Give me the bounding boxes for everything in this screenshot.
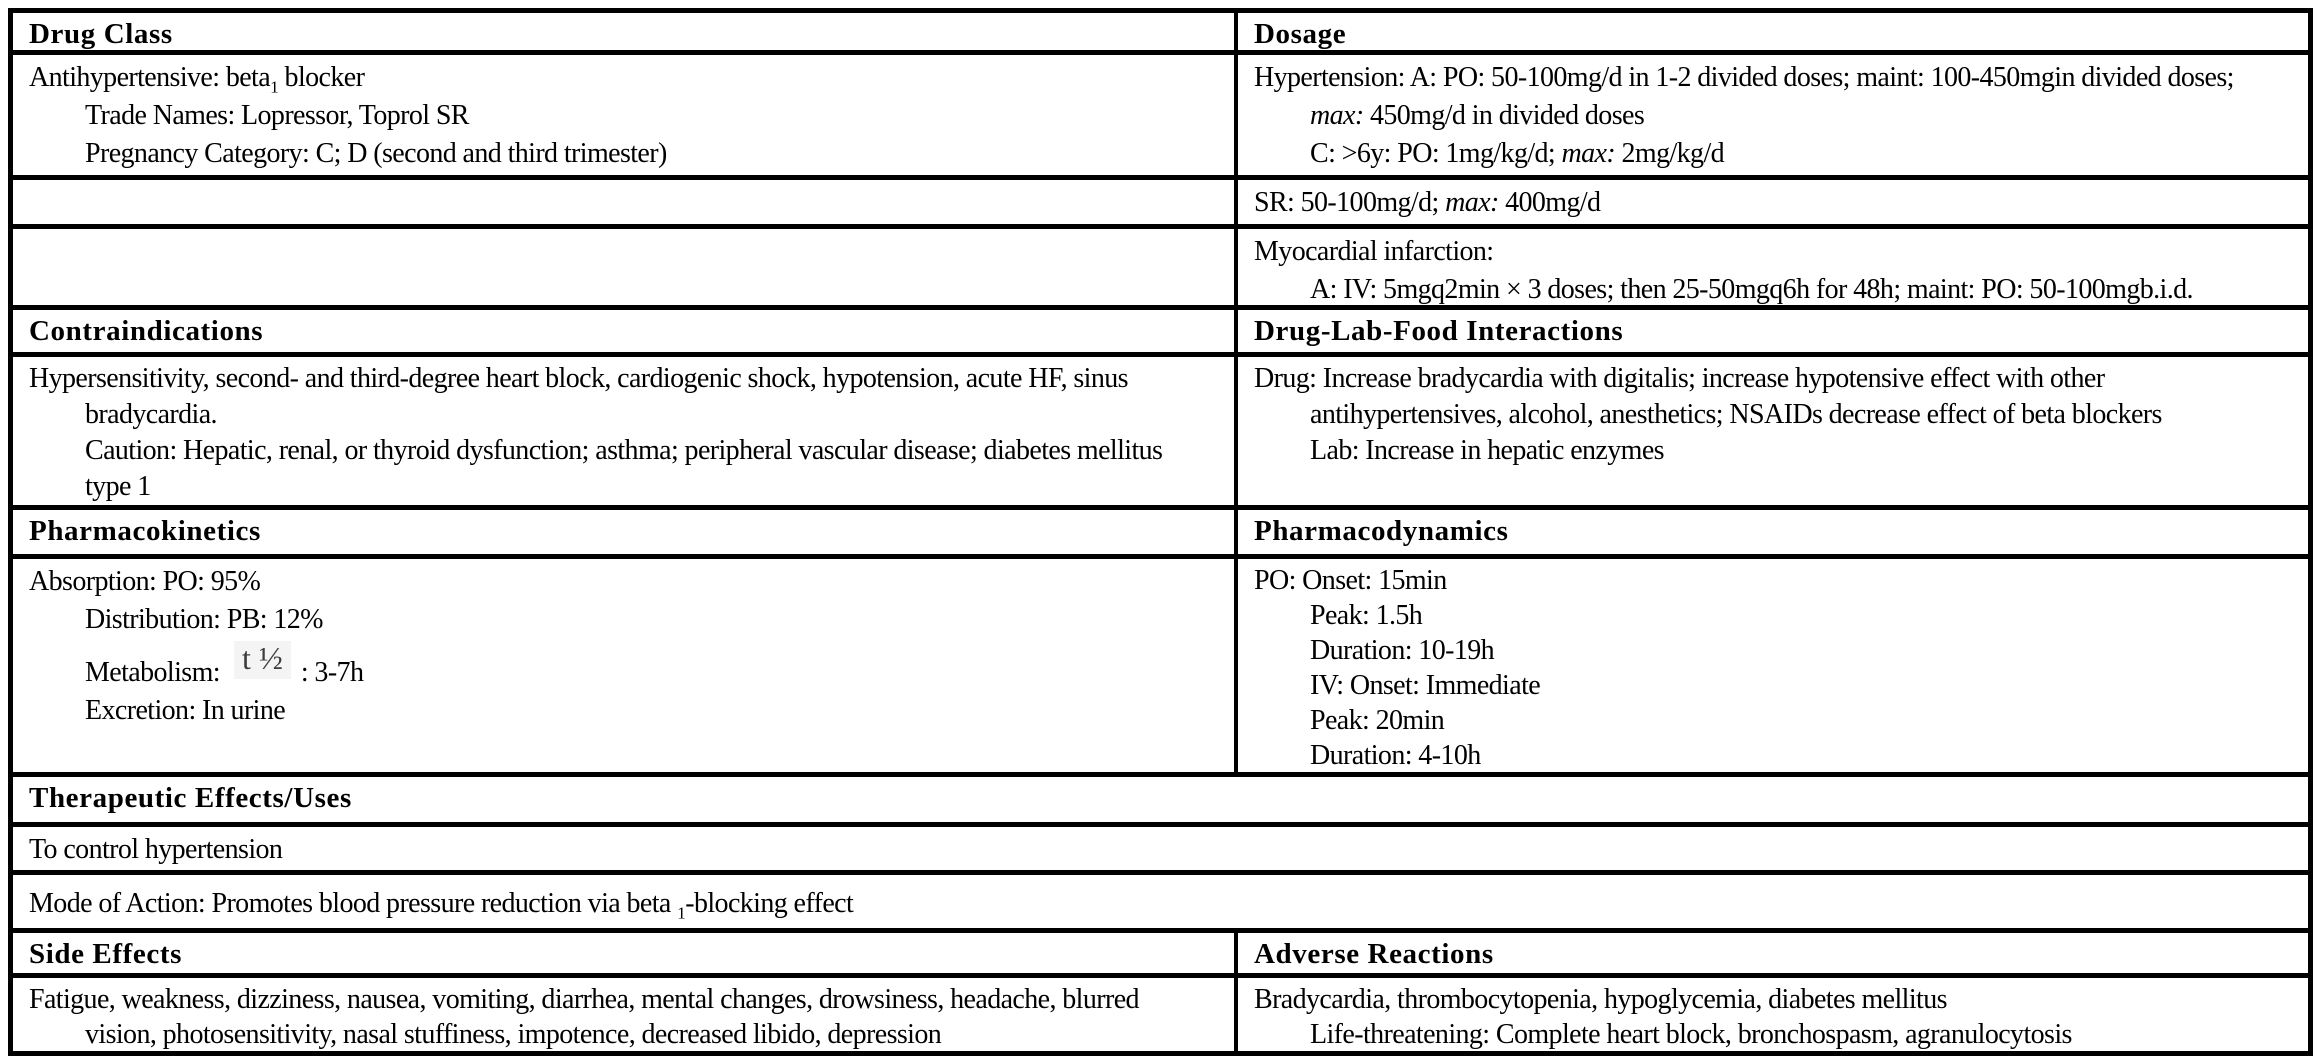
sr-dose-text: SR: 50-100mg/d;: [1254, 187, 1446, 218]
contraindications-header: Contraindications: [29, 315, 264, 347]
drug-lab-food-cell: [1238, 357, 2308, 505]
table-row: [13, 827, 2308, 875]
pd-line: PO: Onset: 15min: [1254, 565, 1447, 596]
pd-line: Duration: 4-10h: [1310, 740, 1481, 771]
dosage-sr-cell: [1238, 180, 2308, 224]
pharmacokinetics-cell: [13, 559, 1238, 772]
pd-line: Duration: 10-19h: [1310, 635, 1495, 666]
mi-detail-line: A: IV: 5mgq2min × 3 doses; then 25-50mgq6h for 48h; maint: PO: 50-100mgb.i.d.: [1310, 274, 2193, 305]
therapeutic-header: Therapeutic Effects/Uses: [29, 782, 352, 814]
adverse-reactions-line: Bradycardia, thrombocytopenia, hypoglycemia, diabetes mellitus: [1254, 984, 1947, 1015]
half-life-value: : 3-7h: [300, 657, 364, 688]
drug-class-text: Antihypertensive: beta: [29, 62, 271, 93]
table-row: [13, 875, 2308, 933]
therapeutic-use-cell: [13, 827, 2308, 870]
contraindications-cell: [13, 357, 1238, 505]
dosage-mi-cell: [1238, 229, 2308, 305]
drug-class-header-cell: [13, 13, 1238, 50]
dosage-header-cell: [1238, 13, 2308, 50]
max-label: max:: [1561, 138, 1616, 169]
metabolism-label: Metabolism:: [85, 657, 220, 688]
mode-of-action-text: -blocking effect: [685, 888, 854, 919]
side-effects-line: Fatigue, weakness, dizziness, nausea, vomiting, diarrhea, mental changes, drowsiness, headache, blurred: [29, 984, 1139, 1015]
drug-class-header: Drug Class: [29, 18, 173, 50]
side-effects-header-cell: [13, 933, 1238, 973]
table-row: [13, 13, 2308, 55]
drug-interaction-line: antihypertensives, alcohol, anesthetics; NSAIDs decrease effect of beta blockers: [1310, 399, 2162, 430]
max-value: 450mg/d in divided doses: [1363, 100, 1645, 131]
metabolism-line: [29, 640, 1224, 692]
contraindications-header-cell: [13, 310, 1238, 352]
caution-line: type 1: [85, 471, 151, 502]
drug-class-line: [29, 59, 1224, 97]
pd-line: Peak: 20min: [1310, 705, 1445, 736]
contraindications-line: Hypersensitivity, second- and third-degree heart block, cardiogenic shock, hypotension, acute HF, sinus: [29, 363, 1128, 394]
mode-of-action-line: [29, 879, 2298, 923]
pharmacokinetics-header: Pharmacokinetics: [29, 515, 261, 547]
empty-cell: [13, 229, 1238, 305]
dosage-hypertension-cell: [1238, 55, 2308, 175]
beta-subscript: 1: [677, 903, 686, 923]
table-row: [13, 933, 2308, 978]
child-dose-line: [1254, 135, 2298, 173]
table-row: [13, 310, 2308, 357]
side-effects-line: vision, photosensitivity, nasal stuffiness, impotence, decreased libido, depression: [85, 1019, 942, 1050]
pharmacodynamics-header-cell: [1238, 510, 2308, 554]
table-row: [13, 559, 2308, 777]
table-row: [13, 229, 2308, 310]
drug-interaction-line: Drug: Increase bradycardia with digitalis; increase hypotensive effect with other: [1254, 363, 2105, 394]
mode-of-action-text: Mode of Action: Promotes blood pressure reduction via beta: [29, 888, 678, 919]
side-effects-header: Side Effects: [29, 938, 182, 970]
dosage-header: Dosage: [1254, 18, 1347, 50]
absorption-line: Absorption: PO: 95%: [29, 566, 261, 597]
mi-title-line: Myocardial infarction:: [1254, 236, 1494, 267]
trade-names-line: Trade Names: Lopressor, Toprol SR: [85, 100, 469, 131]
contraindications-line: bradycardia.: [85, 399, 217, 430]
pd-line: IV: Onset: Immediate: [1310, 670, 1541, 701]
max-dose-line: [1254, 97, 2298, 135]
max-label: max:: [1445, 187, 1499, 218]
pregnancy-category-line: Pregnancy Category: C; D (second and third trimester): [85, 138, 667, 169]
max-value: 400mg/d: [1498, 187, 1601, 218]
drug-lab-food-header-cell: [1238, 310, 2308, 352]
max-label: max:: [1310, 100, 1364, 131]
table-row: [13, 978, 2308, 1051]
pharmacodynamics-cell: [1238, 559, 2308, 772]
adverse-reactions-header: Adverse Reactions: [1254, 938, 1494, 970]
table-row: [13, 55, 2308, 180]
table-row: [13, 357, 2308, 510]
life-threatening-line: Life-threatening: Complete heart block, bronchospasm, agranulocytosis: [1310, 1019, 2072, 1050]
empty-cell: [13, 180, 1238, 224]
distribution-line: Distribution: PB: 12%: [85, 604, 323, 635]
table-row: [13, 510, 2308, 559]
drug-class-text: blocker: [278, 62, 365, 93]
therapeutic-use-line: To control hypertension: [29, 834, 283, 865]
adverse-reactions-cell: [1238, 978, 2308, 1051]
table-row: [13, 777, 2308, 827]
sr-dose-line: [1254, 184, 2298, 222]
half-life-symbol: t ½: [234, 641, 291, 679]
excretion-line: Excretion: In urine: [85, 695, 286, 726]
pharmacokinetics-header-cell: [13, 510, 1238, 554]
lab-interaction-line: Lab: Increase in hepatic enzymes: [1310, 435, 1664, 466]
drug-class-cell: [13, 55, 1238, 175]
adverse-reactions-header-cell: [1238, 933, 2308, 973]
child-dose-text: C: >6y: PO: 1mg/kg/d;: [1310, 138, 1562, 169]
max-value: 2mg/kg/d: [1615, 138, 1725, 169]
caution-line: Caution: Hepatic, renal, or thyroid dysfunction; asthma; peripheral vascular disease; diabetes mellitus: [85, 435, 1163, 466]
drug-lab-food-header: Drug-Lab-Food Interactions: [1254, 315, 1624, 347]
side-effects-cell: [13, 978, 1238, 1051]
pd-line: Peak: 1.5h: [1310, 600, 1423, 631]
beta-subscript: 1: [270, 77, 279, 97]
mode-of-action-cell: [13, 875, 2308, 928]
therapeutic-header-cell: [13, 777, 2308, 822]
drug-prototype-table: [8, 8, 2313, 1056]
pharmacodynamics-header: Pharmacodynamics: [1254, 515, 1509, 547]
hypertension-dose-line: Hypertension: A: PO: 50-100mg/d in 1-2 divided doses; maint: 100-450mgin divided doses;: [1254, 62, 2234, 93]
table-row: [13, 180, 2308, 229]
